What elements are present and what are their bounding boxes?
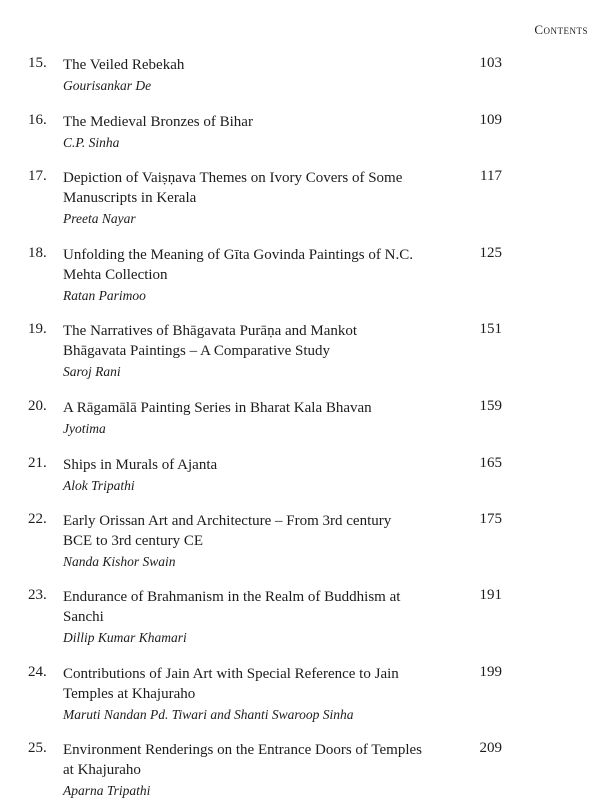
entry-title: Depiction of Vaiṣṇava Themes on Ivory Covers of Some Manuscripts in Kerala bbox=[63, 170, 403, 206]
entry-author: Preeta Nayar bbox=[63, 211, 136, 226]
entry-author: Gourisankar De bbox=[63, 78, 152, 93]
entry-page: 159 bbox=[479, 398, 502, 414]
entry-author: C.P. Sinha bbox=[63, 135, 120, 150]
entry-title-block bbox=[63, 587, 423, 647]
entry-number: 20. bbox=[28, 398, 47, 414]
entry-title-block bbox=[63, 168, 423, 228]
entry-title: Endurance of Brahmanism in the Realm of Buddhism at Sanchi bbox=[63, 589, 401, 625]
entry-author: Aparna Tripathi bbox=[63, 783, 151, 798]
entry-title-block bbox=[63, 740, 423, 800]
entry-page: 117 bbox=[480, 168, 502, 184]
entry-author: Maruti Nandan Pd. Tiwari and Shanti Swaroop Sinha bbox=[63, 707, 354, 722]
entry-title-block bbox=[63, 245, 423, 305]
entry-title-block bbox=[63, 55, 423, 95]
entry-author: Alok Tripathi bbox=[63, 478, 135, 493]
entry-page: 209 bbox=[479, 740, 502, 756]
entry-page: 109 bbox=[479, 112, 502, 128]
entry-title: Environment Renderings on the Entrance Doors of Temples at Khajuraho bbox=[63, 742, 423, 778]
entry-page: 175 bbox=[479, 511, 502, 527]
entry-author: Saroj Rani bbox=[63, 364, 121, 379]
entry-title-block bbox=[63, 455, 423, 495]
entry-title: The Narratives of Bhāgavata Purāṇa and Mankot Bhāgavata Paintings – A Comparative Study bbox=[63, 323, 358, 359]
entry-title: Early Orissan Art and Architecture – From 3rd century BCE to 3rd century CE bbox=[63, 513, 392, 549]
entry-title: Contributions of Jain Art with Special Reference to Jain Temples at Khajuraho bbox=[63, 666, 399, 702]
entry-title: Ships in Murals of Ajanta bbox=[63, 457, 218, 473]
entry-title: The Veiled Rebekah bbox=[63, 57, 185, 73]
entry-title-block bbox=[63, 511, 423, 571]
entry-page: 199 bbox=[479, 664, 502, 680]
entry-author: Ratan Parimoo bbox=[63, 288, 146, 303]
entry-title: The Medieval Bronzes of Bihar bbox=[63, 114, 253, 130]
entry-title-block bbox=[63, 321, 423, 381]
entry-number: 23. bbox=[28, 587, 47, 603]
entry-page: 125 bbox=[479, 245, 502, 261]
entry-number: 21. bbox=[28, 455, 47, 471]
entry-title-block bbox=[63, 664, 423, 724]
entry-author: Jyotima bbox=[63, 421, 106, 436]
entry-number: 25. bbox=[28, 740, 47, 756]
entry-page: 191 bbox=[479, 587, 502, 603]
entry-title: Unfolding the Meaning of Gīta Govinda Paintings of N.C. Mehta Collection bbox=[63, 247, 413, 283]
entry-title-block bbox=[63, 112, 423, 152]
entry-number: 16. bbox=[28, 112, 47, 128]
entry-number: 24. bbox=[28, 664, 47, 680]
entry-number: 15. bbox=[28, 55, 47, 71]
entry-number: 19. bbox=[28, 321, 47, 337]
entry-page: 103 bbox=[479, 55, 502, 71]
entry-author: Dillip Kumar Khamari bbox=[63, 630, 187, 645]
entry-page: 165 bbox=[479, 455, 502, 471]
entry-number: 22. bbox=[28, 511, 47, 527]
entry-number: 18. bbox=[28, 245, 47, 261]
entry-author: Nanda Kishor Swain bbox=[63, 554, 176, 569]
entry-title-block bbox=[63, 398, 423, 438]
entry-title: A Rāgamālā Painting Series in Bharat Kala Bhavan bbox=[63, 400, 372, 416]
entry-page: 151 bbox=[479, 321, 502, 337]
entry-number: 17. bbox=[28, 168, 47, 184]
running-header: Contents bbox=[534, 22, 588, 37]
